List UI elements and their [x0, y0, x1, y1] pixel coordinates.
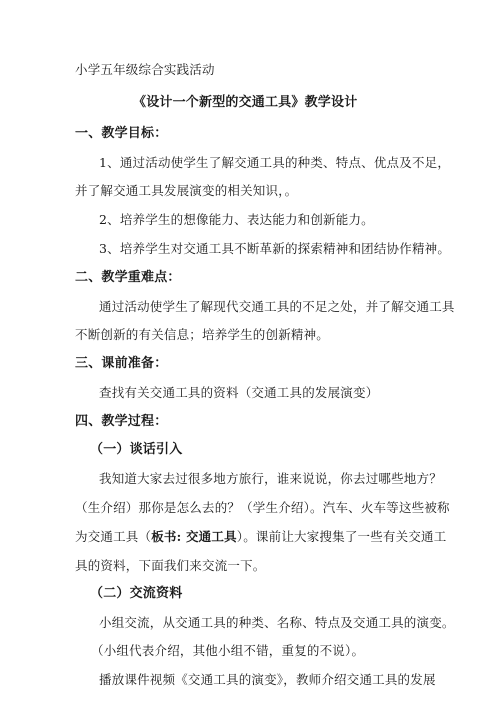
preparation-heading: 三、课前准备： — [75, 356, 168, 371]
process-part-1-heading: （一）谈话引入 — [90, 442, 183, 457]
process-part-1-line-3-before: 为交通工具（ — [75, 529, 152, 544]
process-part-1-line-1: 我知道大家去过很多地方旅行，谁来说说，你去过哪些地方？ — [99, 471, 442, 486]
process-heading: 四、教学过程： — [75, 414, 168, 429]
key-points-line-2: 不断创新的有关信息；培养学生的创新精神。 — [75, 327, 330, 342]
objective-item-2: 2、培养学生的想像能力、表达能力和创新能力。 — [99, 212, 374, 227]
process-part-2-line-1: 小组交流，从交通工具的种类、名称、特点及交通工具的演变。 — [99, 615, 455, 630]
objective-item-3: 3、培养学生对交通工具不断革新的探索精神和团结协作精神。 — [99, 241, 451, 256]
board-note: 板书: 交通工具 — [151, 529, 237, 544]
document-title: 《设计一个新型的交通工具》教学设计 — [133, 95, 358, 110]
process-part-2-line-2: （小组代表介绍，其他小组不错，重复的不说）。 — [91, 643, 365, 658]
objectives-heading: 一、教学目标： — [75, 126, 168, 141]
process-part-2-heading: （二）交流资料 — [90, 586, 183, 601]
process-part-1-line-4: 具的资料，下面我们来交流一下。 — [75, 558, 266, 573]
process-part-1-line-3 — [75, 529, 446, 545]
objective-item-1-line-1: 1、通过活动使学生了解交通工具的种类、特点、优点及不足， — [99, 155, 451, 170]
process-part-2-line-3: 播放课件视频《交通工具的演变》，教师介绍交通工具的发展 — [99, 672, 436, 687]
objective-item-1-line-2: 并了解交通工具发展演变的相关知识，。 — [75, 183, 298, 198]
grade-line: 小学五年级综合实践活动 — [75, 62, 215, 77]
process-part-1-line-3-after: ）。课前让大家搜集了一些有关交通工 — [236, 529, 447, 544]
preparation-line-1: 查找有关交通工具的资料（交通工具的发展演变） — [99, 385, 379, 400]
key-points-line-1: 通过活动使学生了解现代交通工具的不足之处，并了解交通工具 — [99, 299, 455, 314]
key-points-heading: 二、教学重难点： — [75, 270, 181, 285]
process-part-1-line-2: （生介绍）那你是怎么去的？（学生介绍）。汽车、火车等这些被称 — [75, 500, 450, 515]
